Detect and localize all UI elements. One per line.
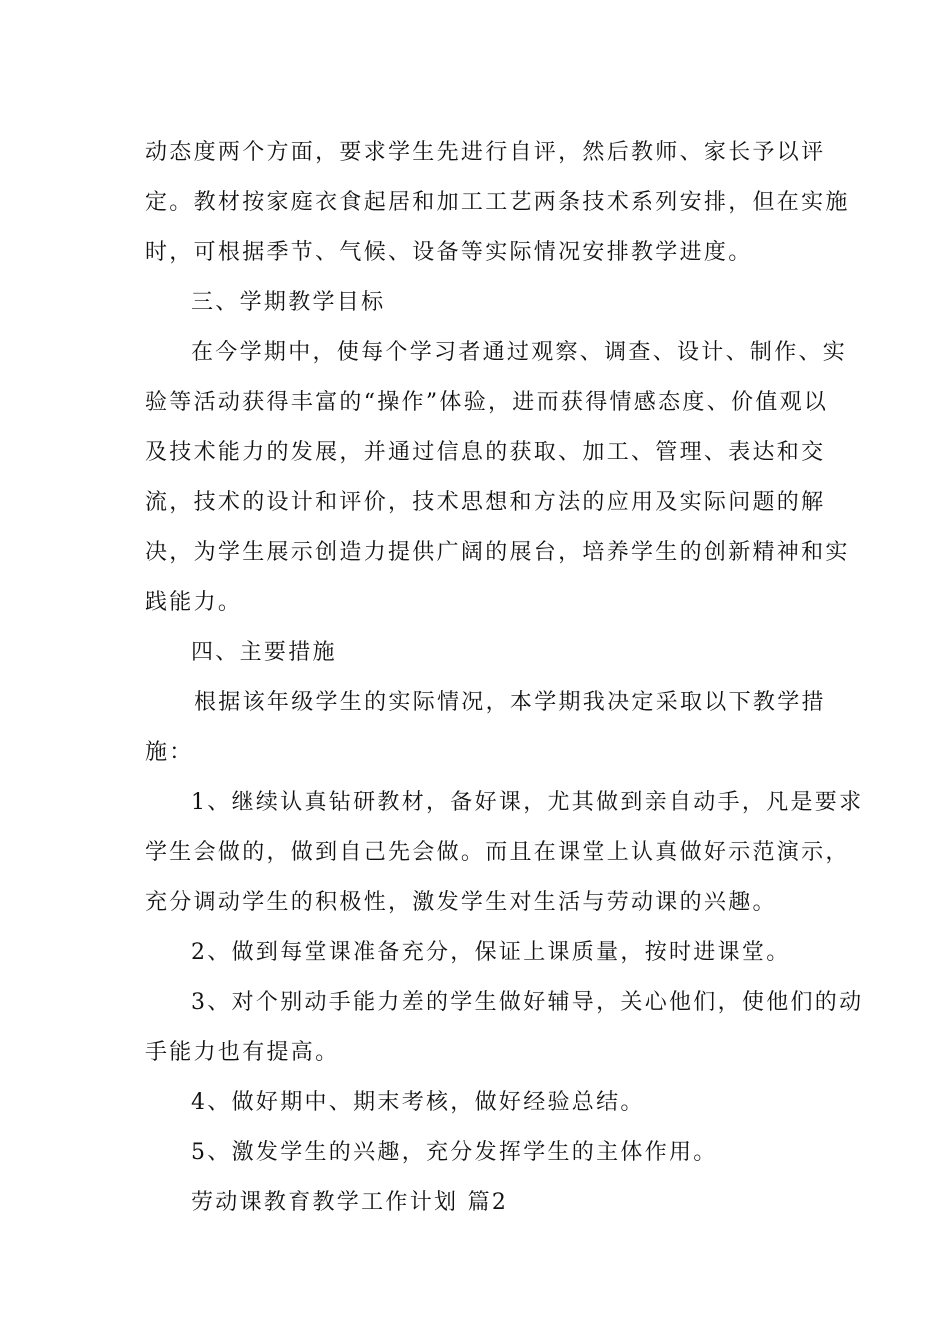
- paragraph-line: 充分调动学生的积极性，激发学生对生活与劳动课的兴趣。: [145, 890, 777, 915]
- paragraph-line: 决，为学生展示创造力提供广阔的展台，培养学生的创新精神和实: [145, 540, 850, 565]
- paragraph-line: 时，可根据季节、气候、设备等实际情况安排教学进度。: [145, 240, 753, 265]
- list-item-1: 1、继续认真钻研教材，备好课，尤其做到亲自动手，凡是要求: [191, 790, 864, 815]
- paragraph-line: 及技术能力的发展，并通过信息的获取、加工、管理、表达和交: [145, 440, 826, 465]
- paragraph-line: 定。教材按家庭衣食起居和加工工艺两条技术系列安排，但在实施: [145, 190, 850, 215]
- list-item-3: 3、对个别动手能力差的学生做好辅导，关心他们，使他们的动: [191, 990, 864, 1015]
- paragraph-line: 手能力也有提高。: [145, 1040, 340, 1065]
- section-heading-measures: 四、主要措施: [191, 640, 337, 665]
- paragraph-line: 在今学期中，使每个学习者通过观察、调查、设计、制作、实: [191, 340, 848, 365]
- section-title-plan-2: 劳动课教育教学工作计划 篇2: [191, 1190, 509, 1215]
- paragraph-line: 流，技术的设计和评价，技术思想和方法的应用及实际问题的解: [145, 490, 826, 515]
- paragraph-line: 验等活动获得丰富的“操作”体验，进而获得情感态度、价值观以: [145, 390, 829, 415]
- document-body: [145, 128, 864, 1228]
- list-item-4: 4、做好期中、期末考核，做好经验总结。: [191, 1090, 645, 1115]
- paragraph-line: 根据该年级学生的实际情况，本学期我决定采取以下教学措: [194, 690, 826, 715]
- paragraph-line: 动态度两个方面，要求学生先进行自评，然后教师、家长予以评: [145, 140, 826, 165]
- paragraph-line: 施：: [145, 740, 194, 765]
- paragraph-line: 践能力。: [145, 590, 243, 615]
- list-item-2: 2、做到每堂课准备充分，保证上课质量，按时进课堂。: [191, 940, 791, 965]
- section-heading-goals: 三、学期教学目标: [191, 290, 386, 315]
- paragraph-line: 学生会做的，做到自己先会做。而且在课堂上认真做好示范演示，: [145, 840, 850, 865]
- list-item-5: 5、激发学生的兴趣，充分发挥学生的主体作用。: [191, 1140, 718, 1165]
